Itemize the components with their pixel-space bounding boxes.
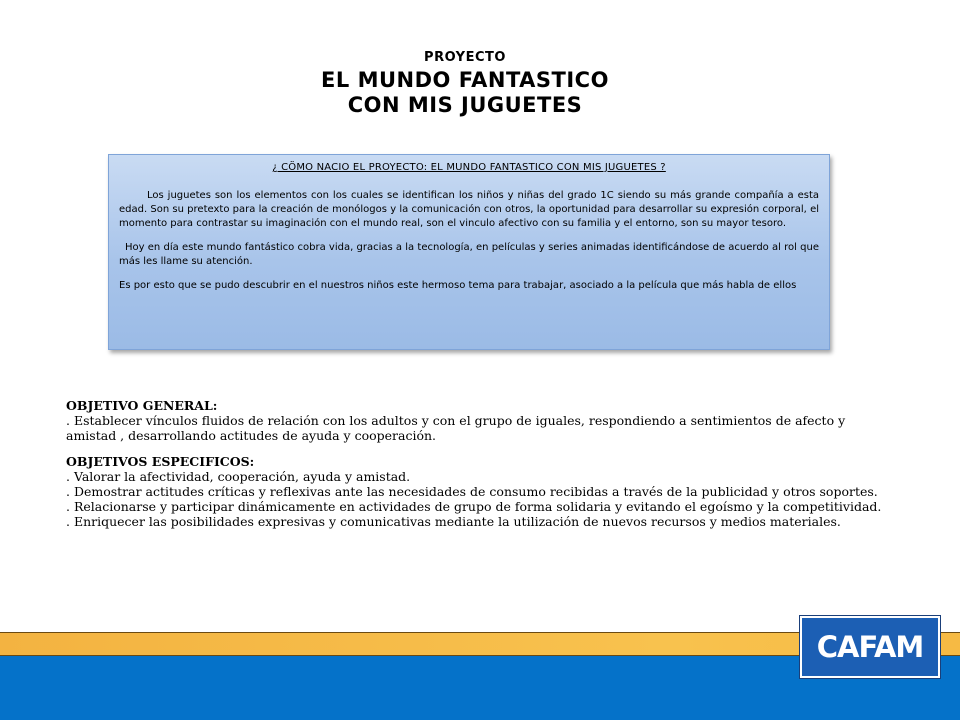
- specific-objective-item: . Demostrar actitudes críticas y reflexivas ante las necesidades de consumo recibidas a través de la publicidad y otros soportes.: [66, 484, 878, 499]
- project-origin-paragraph-3: Es por esto que se pudo descubrir en el nuestros niños este hermoso tema para trabajar, asociado a la película que más habla de ellos: [119, 280, 797, 291]
- project-origin-paragraph-2: Hoy en día este mundo fantástico cobra vida, gracias a la tecnología, en películas y series animadas identificándose de acuerdo al rol que más les llame su atención.: [119, 242, 819, 267]
- cafam-logo-text: CAFAM: [816, 630, 924, 664]
- specific-objectives-heading: OBJETIVOS ESPECIFICOS:: [66, 454, 255, 469]
- objectives-section: [66, 398, 886, 529]
- general-objective-text: . Establecer vínculos fluidos de relación con los adultos y con el grupo de iguales, respondiendo a sentimientos de afecto y amistad , desarrollando actitudes de ayuda y cooperación.: [66, 413, 846, 443]
- general-objective-heading: OBJETIVO GENERAL:: [66, 398, 218, 413]
- specific-objective-item: . Relacionarse y participar dinámicamente en actividades de grupo de forma solidaria y evitando el egoísmo y la competitividad.: [66, 499, 882, 514]
- project-origin-paragraph-1: Los juguetes son los elementos con los cuales se identifican los niños y niñas del grado 1C siendo su más grande compañía a esta edad. Son su pretexto para la creación de monólogos y la comunicación con otros, la oportunidad para desarrollar su expresión corporal, el momento para contrastar su imaginación con el mundo real, son el vinculo afectivo con su familia y el entorno, son su mayor tesoro.: [119, 190, 819, 229]
- cafam-logo: [800, 616, 940, 678]
- title-line-2: CON MIS JUGUETES: [347, 93, 583, 117]
- slide-title: [0, 48, 930, 118]
- title-line-1: EL MUNDO FANTASTICO: [321, 68, 609, 92]
- project-origin-box: [108, 154, 830, 350]
- specific-objective-item: . Enriquecer las posibilidades expresivas y comunicativas mediante la utilización de nuevos recursos y medios materiales.: [66, 514, 841, 529]
- title-kicker: PROYECTO: [424, 50, 506, 65]
- specific-objective-item: . Valorar la afectividad, cooperación, ayuda y amistad.: [66, 469, 411, 484]
- project-origin-heading: ¿ CÖMO NACIO EL PROYECTO: EL MUNDO FANTASTICO CON MIS JUGUETES ?: [272, 162, 666, 173]
